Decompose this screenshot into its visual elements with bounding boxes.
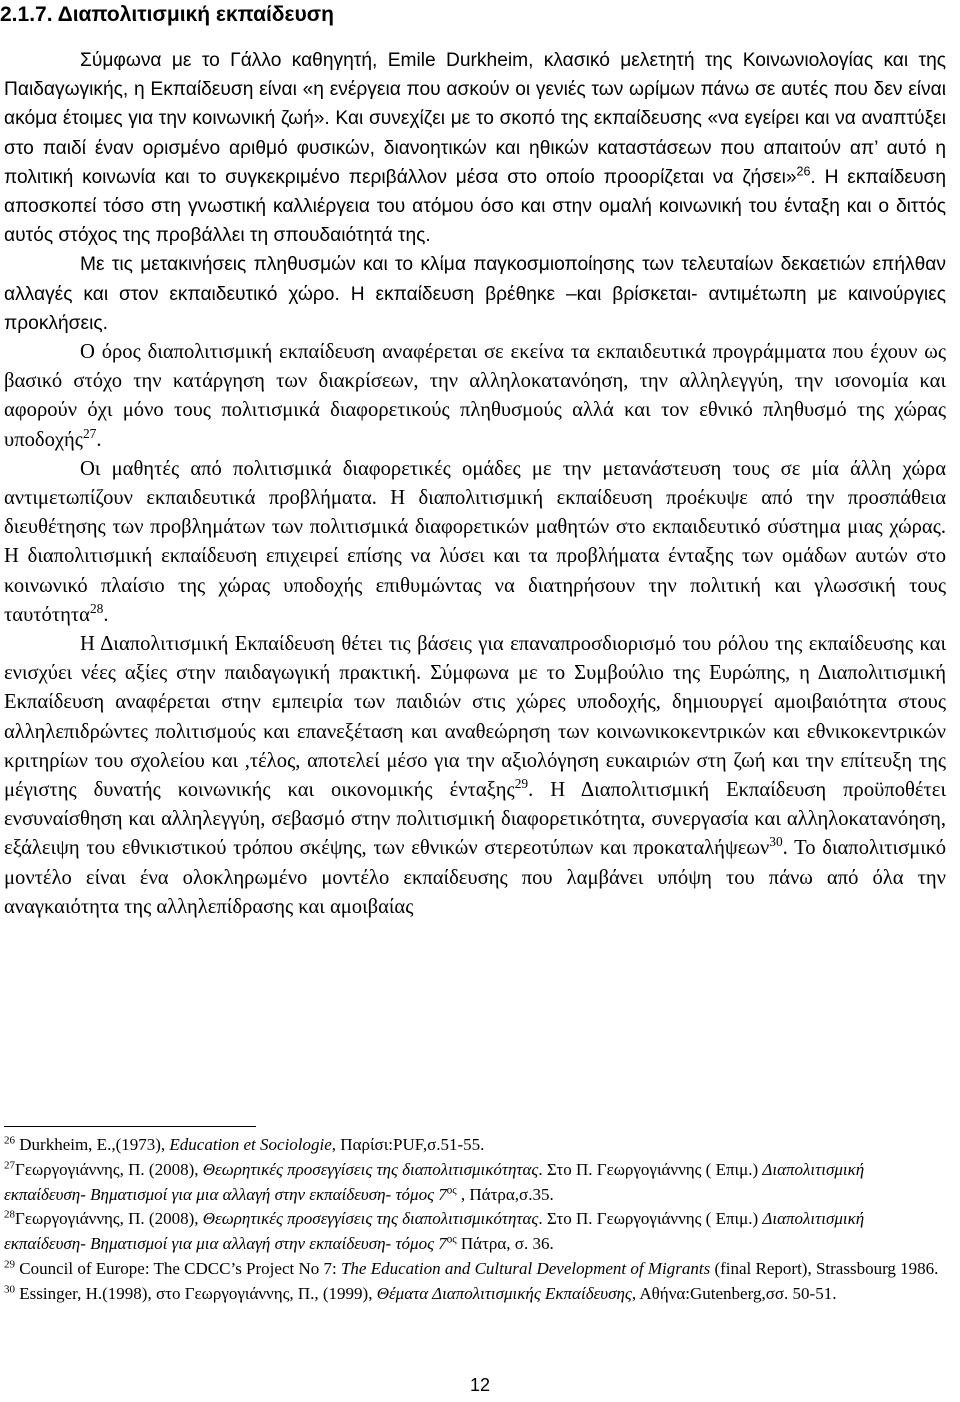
paragraph-1: Σύμφωνα με το Γάλλο καθηγητή, Emile Durkheim, κλασικό μελετητή της Κοινωνιολογίας και της Παιδαγωγικής, η Εκπαίδευση είναι «η ενέργεια που ασκούν οι γενιές των ωρίμων πάνω σε αυτές που δεν είναι ακόμα έτοιμες για την κοινωνική ζωή». Και συνεχίζει με το σκοπό της εκπαίδευσης «να εγείρει και να αναπτύξει στο παιδί έναν ορισμένο αριθμό φυσικών, διανοητικών και ηθικών καταστάσεων που απαιτούν απ’ αυτό η πολιτική κοινωνία και το συγκεκριμένο περιβάλλον μέσα στο οποίο προορίζεται να ζήσει»$^{26}$. Η εκπαίδευση αποσκοπεί τόσο στη γνωστική καλλιέργεια του ατόμου όσο και στην ομαλή κοινωνική του ένταξη και ο διττός αυτός στόχος της προβάλλει τη σπουδαιότητά της. — [4, 50, 946, 247]
footnote-ref-27: 27 — [82, 425, 97, 441]
footnote-30: $^{30}$ Essinger, H.(1998), στο Γεωργογιάννης, Π., (1999), Θέματα Διαπολιτισμικής Εκπαίδευσης, Αθήνα:Gutenberg,σσ. 50-51. — [4, 1283, 837, 1303]
footnotes — [4, 1133, 950, 1307]
footnote-ref-29: 29 — [514, 776, 529, 792]
footnote-separator — [4, 1126, 256, 1127]
footnote-26: $^{26}$ Durkheim, E.,(1973), Education et Sociologie, Παρίσι:PUF,σ.51-55. — [4, 1134, 485, 1154]
paragraph-3: Ο όρος διαπολιτισμική εκπαίδευση αναφέρεται σε εκείνα τα εκπαιδευτικά προγράμματα που έχουν ως βασικό στόχο την κατάργηση των διακρίσεων, την αλληλοκατανόηση, την αλληλεγγύη, την ισονομία και αφορούν όχι μόνο τους πολιτισμικά διαφορετικούς πληθυσμούς αλλά και τον εθνικό πληθυσμό της χώρας υποδοχής$^{27}$. — [4, 341, 946, 451]
footnote-29: $^{29}$ Council of Europe: The CDCC’s Project No 7: The Education and Cultural Development of Migrants (final Report), Strassbourg 1986. — [4, 1258, 939, 1278]
section-heading: 2.1.7. Διαπολιτισμική εκπαίδευση — [0, 3, 334, 26]
page-number: 12 — [469, 1375, 491, 1395]
footnote-ref-28: 28 — [89, 601, 104, 616]
footnote-ref-30: 30 — [769, 834, 783, 850]
paragraph-2: Με τις μετακινήσεις πληθυσμών και το κλίμα παγκοσμιοποίησης των τελευταίων δεκαετιών επήλθαν αλλαγές και στον εκπαιδευτικό χώρο. Η εκπαίδευση βρέθηκε –και βρίσκεται- αντιμέτωπη με καινούργιες προκλήσεις. — [4, 254, 946, 334]
footnote-27: $^{27}$Γεωργογιάννης, Π. (2008), Θεωρητικές προσεγγίσεις της διαπολιτισμικότητας. Στο Π. Γεωργογιάννης ( Επιμ.) Διαπολιτισμική εκπαίδευση- Βηματισμοί για μια αλλαγή στην εκπαίδευση- τόμος $7^{o\varsigma}$ , Πάτρα,σ.35. — [4, 1159, 865, 1204]
paragraph-4: Οι μαθητές από πολιτισμικά διαφορετικές ομάδες με την μετανάστευση τους σε μία άλλη χώρα αντιμετωπίζουν εκπαιδευτικά προβλήματα. Η διαπολιτισμική εκπαίδευση προέκυψε από την προσπάθεια διευθέτησης των προβλημάτων των πολιτισμικά διαφορετικών μαθητών στο εκπαιδευτικό σύστημα μιας χώρας. Η διαπολιτισμική εκπαίδευση επιχειρεί επίσης να λύσει και τα προβλήματα ένταξης των ομάδων αυτών στο κοινωνικό πλαίσιο της χώρας υποδοχής επιθυμώντας να διατηρήσουν την πολιτική και γλωσσική τους ταυτότητα$^{28}$. — [4, 457, 946, 626]
paragraph-5: Η Διαπολιτισμική Εκπαίδευση θέτει τις βάσεις για επαναπροσδιορισμό του ρόλου της εκπαίδευσης και ενισχύει νέες αξίες στην παιδαγωγική πρακτική. Σύμφωνα με το Συμβούλιο της Ευρώπης, η Διαπολιτισμική Εκπαίδευση αναφέρεται στην εμπειρία των παιδιών στις χώρες υποδοχής, δημιουργεί αμοιβαιότητα στους αλληλεπιδρώντες πολιτισμούς και επανεξέταση και αναθεώρηση των κοινωνικοκεντρικών και εθνικοκεντρικών κριτηρίων του σχολείου και ,τέλος, αποτελεί μέσο για την αξιολόγηση ευκαιριών στη ζωή και την επίτευξη της μέγιστης δυνατής κοινωνικής και οικονομικής ένταξης$^{29}$. Η Διαπολιτισμική Εκπαίδευση προϋποθέτει ενσυναίσθηση και αλληλεγγύη, σεβασμό στην πολιτισμική διαφορετικότητα, συνεργασία και αλληλοκατανόηση, εξάλειψη του εθνικιστικού τρόπου σκέψης, των εθνικών στερεοτύπων και προκαταλήψεων$^{30}$. Το διαπολιτισμικό μοντέλο είναι ένα ολοκληρωμένο μοντέλο εκπαίδευσης που λαμβάνει υπόψη του πάνω από όλα την αναγκαιότητα της αλληλεπίδρασης και αμοιβαίας — [4, 633, 946, 918]
footnote-ref-26: 26 — [796, 164, 811, 179]
footnote-28: $^{28}$Γεωργογιάννης, Π. (2008), Θεωρητικές προσεγγίσεις της διαπολιτισμικότητας. Στο Π. Γεωργογιάννης ( Επιμ.) Διαπολιτισμική εκπαίδευση- Βηματισμοί για μια αλλαγή στην εκπαίδευση- τόμος $7^{o\varsigma}$ Πάτρα, σ. 36. — [4, 1208, 865, 1254]
body-text — [4, 46, 946, 922]
